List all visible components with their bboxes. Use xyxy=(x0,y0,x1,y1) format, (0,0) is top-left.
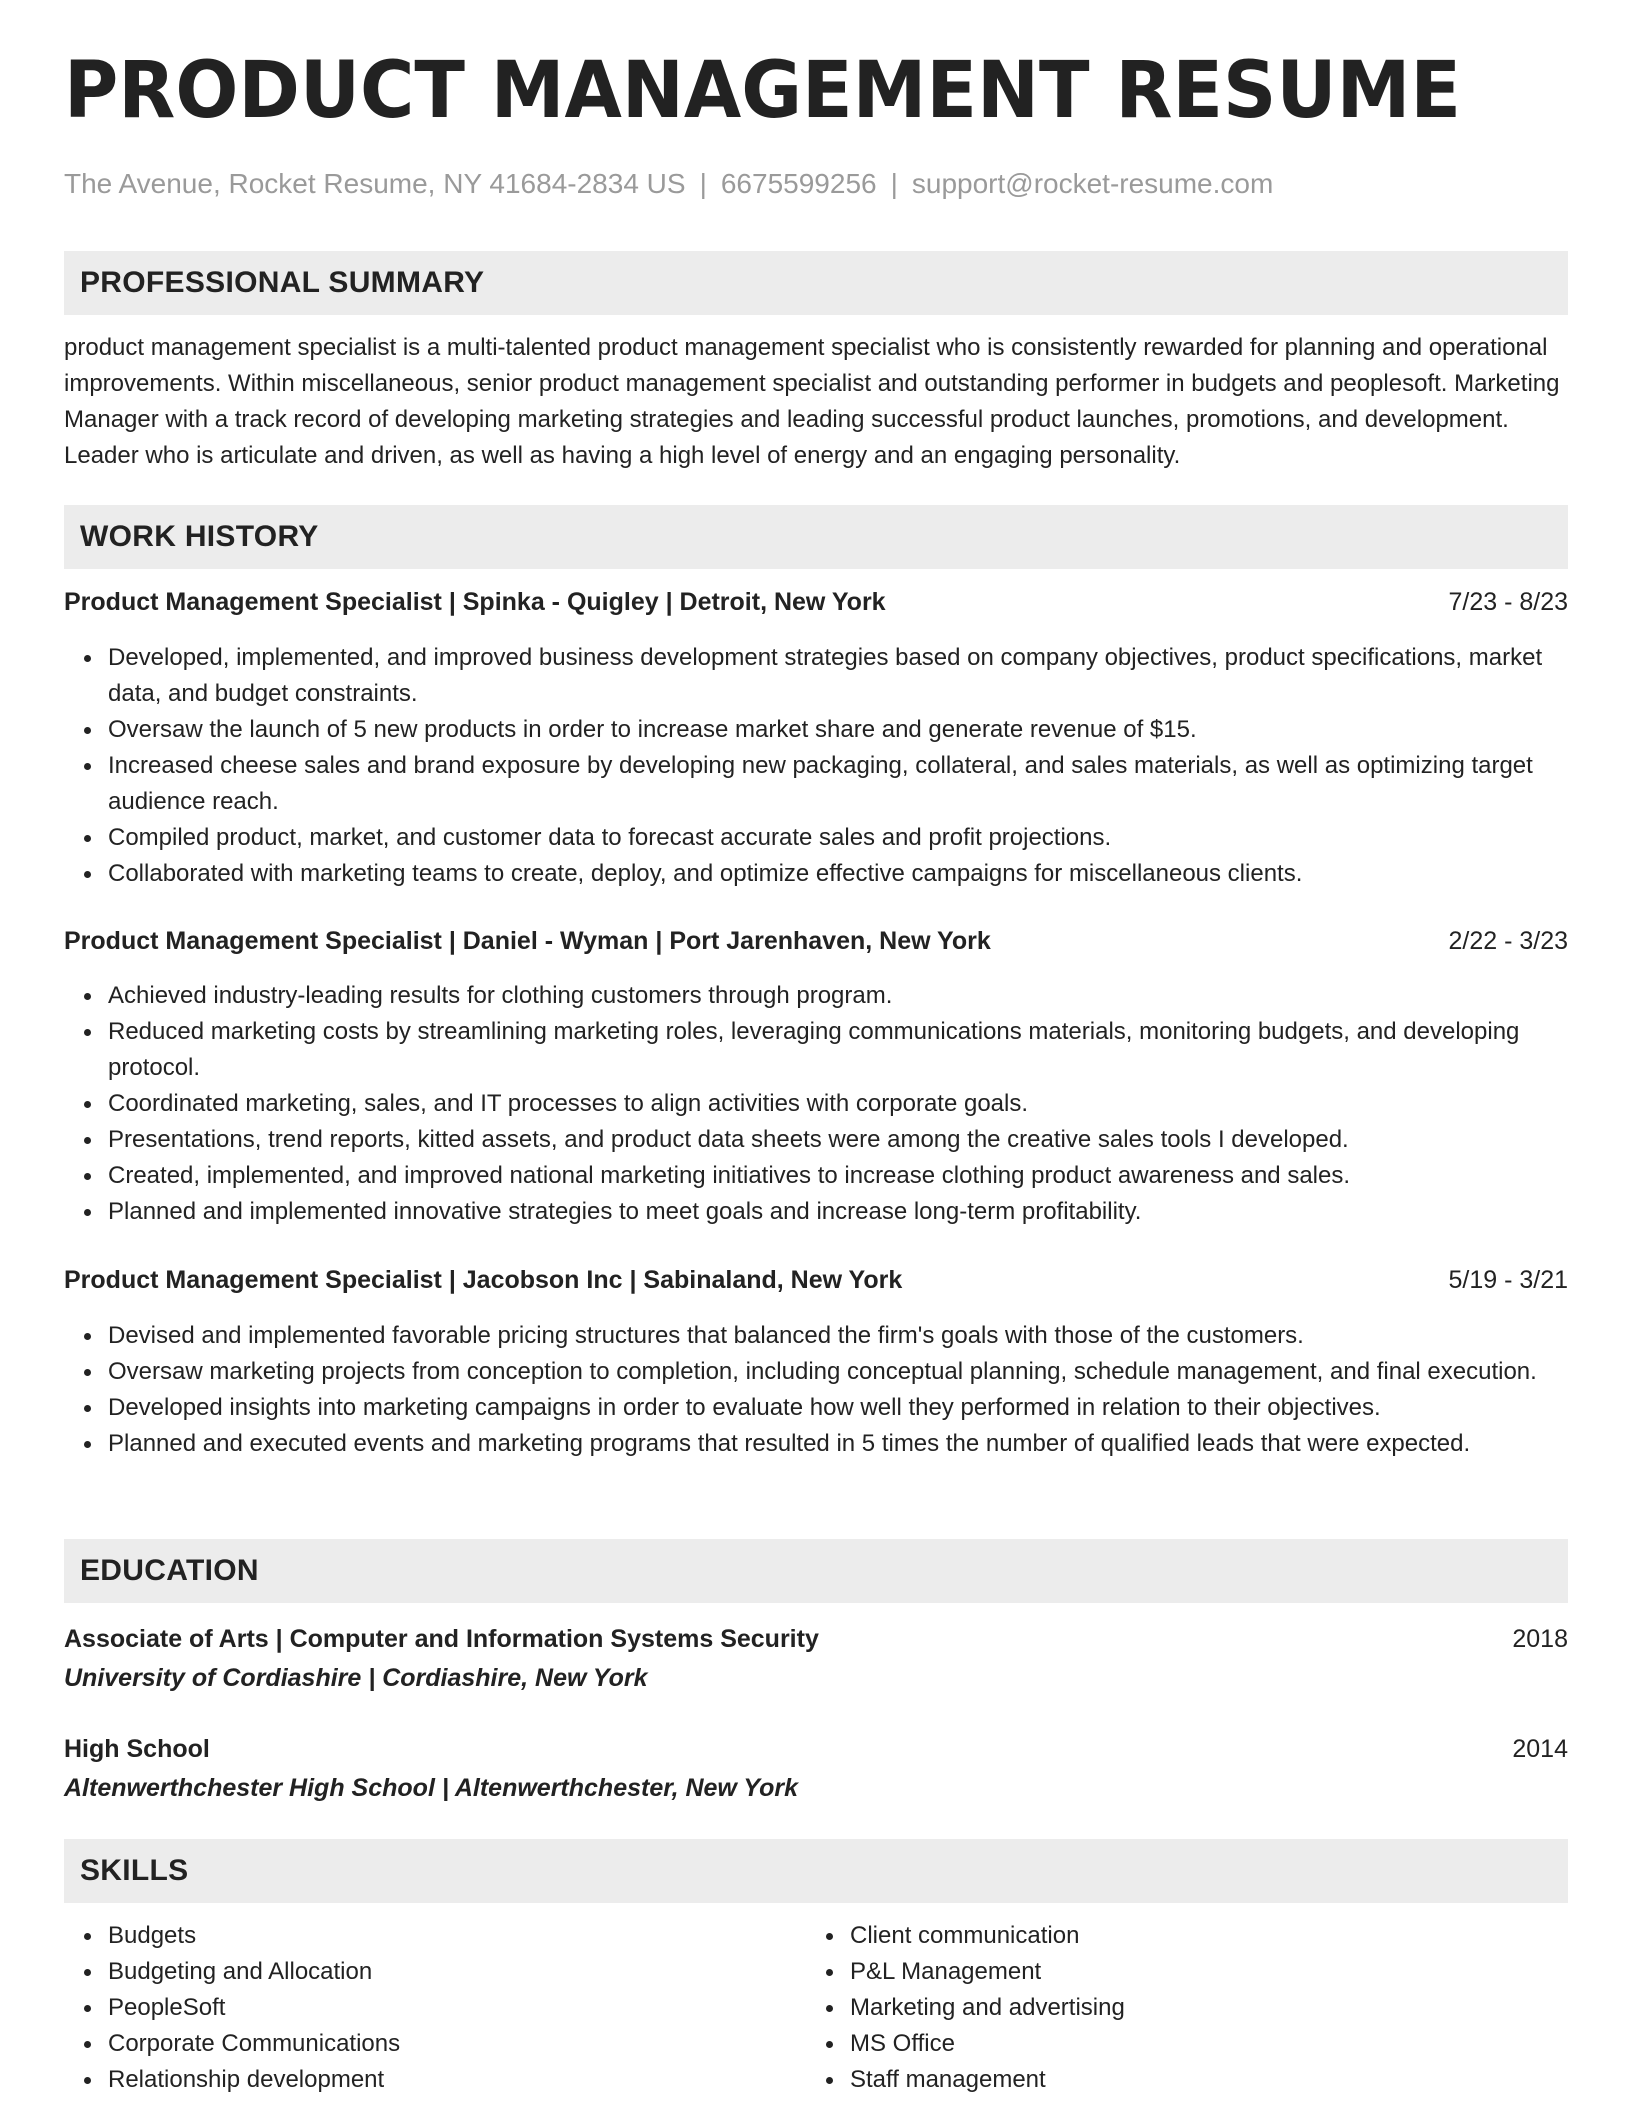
section-heading-skills: SKILLS xyxy=(64,1839,1568,1903)
contact-email: support@rocket-resume.com xyxy=(911,168,1274,199)
list-item: Developed insights into marketing campaigns in order to evaluate how well they performed in relation to their objectives. xyxy=(108,1390,1568,1426)
job-title: Product Management Specialist | Spinka - Quigley | Detroit, New York xyxy=(64,588,886,616)
job-dates: 2/22 - 3/23 xyxy=(1448,927,1568,955)
contact-line xyxy=(64,168,1273,200)
section-heading-summary: PROFESSIONAL SUMMARY xyxy=(64,251,1568,315)
list-item: Achieved industry-leading results for clothing customers through program. xyxy=(108,978,1568,1014)
list-item: Collaborated with marketing teams to create, deploy, and optimize effective campaigns for miscellaneous clients. xyxy=(108,856,1568,892)
education-school: Altenwerthchester High School | Altenwerthchester, New York xyxy=(64,1774,799,1802)
job-header xyxy=(64,925,1568,957)
list-item: Planned and executed events and marketing programs that resulted in 5 times the number of qualified leads that were expected. xyxy=(108,1426,1568,1462)
section-heading-work-history: WORK HISTORY xyxy=(64,505,1568,569)
job-bullets xyxy=(64,1318,1568,1462)
resume-title: PRODUCT MANAGEMENT RESUME xyxy=(64,46,1461,136)
job-title: Product Management Specialist | Daniel - Wyman | Port Jarenhaven, New York xyxy=(64,927,991,955)
skills-list-right xyxy=(806,1918,1632,2098)
list-item: Developed, implemented, and improved business development strategies based on company objectives, product specifications, market data, and budget constraints. xyxy=(108,640,1568,712)
job-bullets xyxy=(64,640,1568,892)
list-item: Oversaw marketing projects from conception to completion, including conceptual planning, schedule management, and final execution. xyxy=(108,1354,1568,1390)
education-entry-header xyxy=(64,1623,1568,1655)
list-item: MS Office xyxy=(850,2026,1632,2062)
list-item: Presentations, trend reports, kitted assets, and product data sheets were among the creative sales tools I developed. xyxy=(108,1122,1568,1158)
job-bullets xyxy=(64,978,1568,1230)
list-item: Corporate Communications xyxy=(108,2026,1568,2062)
list-item: Coordinated marketing, sales, and IT processes to align activities with corporate goals. xyxy=(108,1086,1568,1122)
contact-phone: 6675599256 xyxy=(720,168,877,199)
list-item: Budgets xyxy=(108,1918,1568,1954)
education-school: University of Cordiashire | Cordiashire, New York xyxy=(64,1664,648,1692)
job-title: Product Management Specialist | Jacobson Inc | Sabinaland, New York xyxy=(64,1266,903,1294)
job-dates: 5/19 - 3/21 xyxy=(1448,1266,1568,1294)
list-item: Staff management xyxy=(850,2062,1632,2098)
contact-address: The Avenue, Rocket Resume, NY 41684-2834 US xyxy=(64,168,686,199)
contact-separator: | xyxy=(890,168,898,199)
education-year: 2018 xyxy=(1512,1625,1568,1653)
job-dates: 7/23 - 8/23 xyxy=(1448,588,1568,616)
summary-text: product management specialist is a multi-talented product management specialist who is consistently rewarded for planning and operational improvements. Within miscellaneous, senior product management specialist and outstanding performer in budgets and peoplesoft. Marketing Manager with a track record of developing marketing strategies and leading successful product launches, promotions, and development. Leader who is articulate and driven, as well as having a high level of energy and an engaging personality. xyxy=(64,334,1560,469)
section-heading-education: EDUCATION xyxy=(64,1539,1568,1603)
list-item: Compiled product, market, and customer data to forecast accurate sales and profit projections. xyxy=(108,820,1568,856)
list-item: P&L Management xyxy=(850,1954,1632,1990)
education-year: 2014 xyxy=(1512,1735,1568,1763)
list-item: Relationship development xyxy=(108,2062,1568,2098)
list-item: Devised and implemented favorable pricing structures that balanced the firm's goals with those of the customers. xyxy=(108,1318,1568,1354)
list-item: PeopleSoft xyxy=(108,1990,1568,2026)
list-item: Client communication xyxy=(850,1918,1632,1954)
list-item: Budgeting and Allocation xyxy=(108,1954,1568,1990)
contact-separator: | xyxy=(699,168,707,199)
list-item: Reduced marketing costs by streamlining marketing roles, leveraging communications materials, monitoring budgets, and developing protocol. xyxy=(108,1014,1568,1086)
education-entry-header xyxy=(64,1733,1568,1765)
list-item: Increased cheese sales and brand exposure by developing new packaging, collateral, and sales materials, as well as optimizing target audience reach. xyxy=(108,748,1568,820)
job-header xyxy=(64,1264,1568,1296)
list-item: Planned and implemented innovative strategies to meet goals and increase long-term profitability. xyxy=(108,1194,1568,1230)
education-degree: High School xyxy=(64,1735,210,1763)
list-item: Created, implemented, and improved national marketing initiatives to increase clothing product awareness and sales. xyxy=(108,1158,1568,1194)
list-item: Oversaw the launch of 5 new products in order to increase market share and generate revenue of $15. xyxy=(108,712,1568,748)
education-degree: Associate of Arts | Computer and Information Systems Security xyxy=(64,1625,819,1653)
job-header xyxy=(64,586,1568,618)
list-item: Marketing and advertising xyxy=(850,1990,1632,2026)
